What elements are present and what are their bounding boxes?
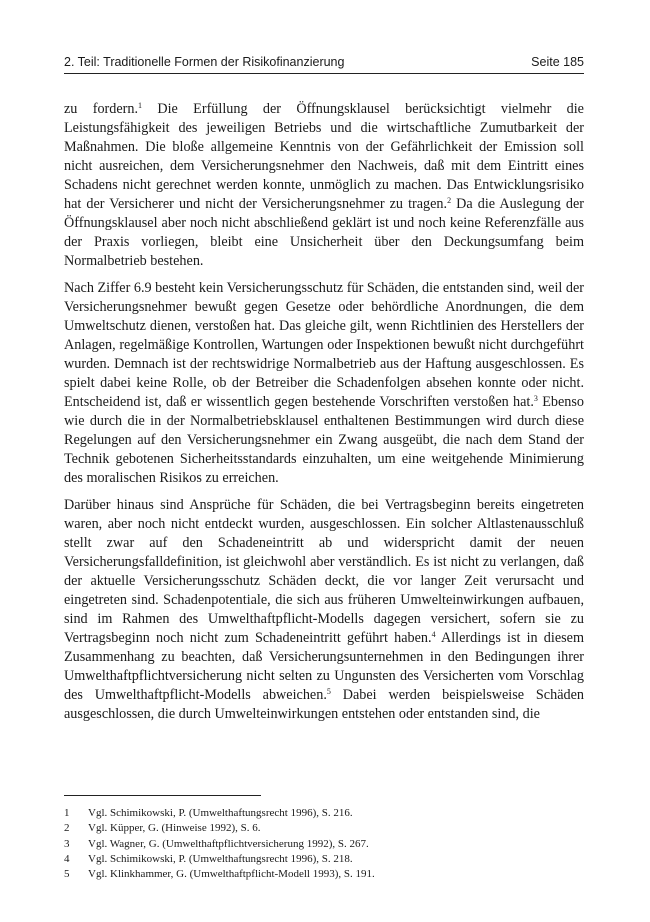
paragraph — [64, 279, 584, 488]
text-run: Allerdings ist in diesem Zusammenhang zu beachten, daß Versicherungsunternehmen in den Bedingungen ihrer Umwelthaftpflichtversicherung nicht selten zu Ungunsten des Versicherten vom Vorschlag des Umwelthaftpflicht-Modells abweichen. — [64, 630, 584, 703]
running-header — [64, 55, 584, 74]
text-run: Nach Ziffer 6.9 besteht kein Versicherungsschutz für Schäden, die entstanden sind, weil der Versicherungsnehmer bewußt gegen Gesetze oder behördliche Anordnungen, die dem Umweltschutz dienen, verstoßen hat. Das gleiche gilt, wenn Richtlinien des Herstellers der Anlagen, regelmäßige Kontrollen, Wartungen oder Inspektionen bewußt nicht durchgeführt wurden. Demnach ist der rechtswidrige Normalbetrieb aus der Haftung ausgeschlossen. Es spielt dabei keine Rolle, ob der Betreiber die Schadenfolgen absehen konnte oder nicht. Entscheidend ist, daß er wissentlich gegen bestehende Vorschriften verstoßen hat. — [64, 280, 584, 410]
footnote-text: Vgl. Klinkhammer, G. (Umwelthaftpflicht-Modell 1993), S. 191. — [88, 868, 375, 881]
footnote-reference: 4 — [431, 630, 436, 639]
text-run: Da die Auslegung der Öffnungsklausel aber noch nicht abschließend geklärt ist und noch keine Referenzfälle aus der Praxis vorliegen, bleibt eine Unsicherheit über den Deckungsumfang beim Normalbetrieb bestehen. — [64, 196, 584, 269]
footnote-text: Vgl. Schimikowski, P. (Umwelthaftungsrecht 1996), S. 216. — [88, 807, 353, 819]
footnote-number: 2 — [64, 822, 70, 835]
footnote-text: Vgl. Wagner, G. (Umwelthaftpflichtversicherung 1992), S. 267. — [88, 837, 369, 850]
text-run: Darüber hinaus sind Ansprüche für Schäden, die bei Vertragsbeginn bereits eingetreten waren, aber noch nicht entdeckt wurden, ausgeschlossen. Ein solcher Altlastenausschluß stellt zwar auf den Schadeneintritt ab und widerspricht damit der neuen Versicherungsfalldefinition, ist gleichwohl aber verständlich. Es ist nicht zu verlangen, daß der aktuelle Versicherungsschutz Schäden deckt, die vor langer Zeit verursacht und eingetreten sind. Schadenpotentiale, die sich aus früheren Umwelteinwirkungen aufbauen, sind im Rahmen des Umwelthaftpflicht-Modells dagegen versichert, sofern sie zu Vertragsbeginn noch nicht zum Schadeneintritt geführt haben. — [64, 497, 584, 646]
chapter-title: 2. Teil: Traditionelle Formen der Risikofinanzierung — [64, 55, 345, 69]
footnotes — [64, 806, 584, 882]
footnote-number: 5 — [64, 868, 70, 881]
footnote — [64, 837, 584, 852]
paragraph — [64, 496, 584, 724]
text-run: zu fordern. — [64, 101, 139, 117]
footnote-text: Vgl. Schimikowski, P. (Umwelthaftungsrecht 1996), S. 218. — [88, 852, 353, 865]
footnote-reference: 3 — [533, 394, 538, 403]
body-text — [64, 100, 584, 732]
footnote-number: 3 — [64, 837, 70, 850]
text-run: Dabei werden beispielsweise Schäden ausgeschlossen, die durch Umwelteinwirkungen entstehen oder entstanden sind, die — [64, 687, 584, 722]
footnote — [64, 852, 584, 867]
footnote — [64, 806, 584, 821]
footnote — [64, 867, 584, 882]
text-run: Ebenso wie durch die in der Normalbetriebsklausel enthaltenen Bestimmungen wird durch diese Regelungen auf den Versicherungsnehmer ein Zwang ausgeübt, die nach dem Stand der Technik gebotenen Sicherheitsstandards einzuhalten, um eine weitgehende Minimierung des moralischen Risikos zu erreichen. — [64, 394, 584, 486]
footnote-text: Vgl. Küpper, G. (Hinweise 1992), S. 6. — [88, 822, 261, 835]
footnote — [64, 821, 584, 836]
footnote-reference: 1 — [138, 101, 143, 110]
footnote-separator — [64, 795, 261, 796]
page-number: Seite 185 — [531, 55, 584, 69]
paragraph — [64, 100, 584, 271]
footnote-reference: 5 — [326, 687, 331, 696]
footnote-reference: 2 — [447, 196, 452, 205]
footnote-number: 1 — [64, 807, 70, 819]
text-run: Die Erfüllung der Öffnungsklausel berücksichtigt vielmehr die Leistungsfähigkeit des jeweiligen Betriebs und die wirtschaftliche Zumutbarkeit der Maßnahmen. Die bloße allgemeine Kenntnis von der Gefährlichkeit der Emission soll nicht ausreichen, dem Versicherungsnehmer den Nachweis, daß mit dem Eintritt eines Schadens nicht gerechnet werden konnte, unmöglich zu machen. Das Entwicklungsrisiko hat der Versicherer und nicht der Versicherungsnehmer zu tragen. — [64, 101, 584, 212]
footnote-number: 4 — [64, 852, 70, 865]
